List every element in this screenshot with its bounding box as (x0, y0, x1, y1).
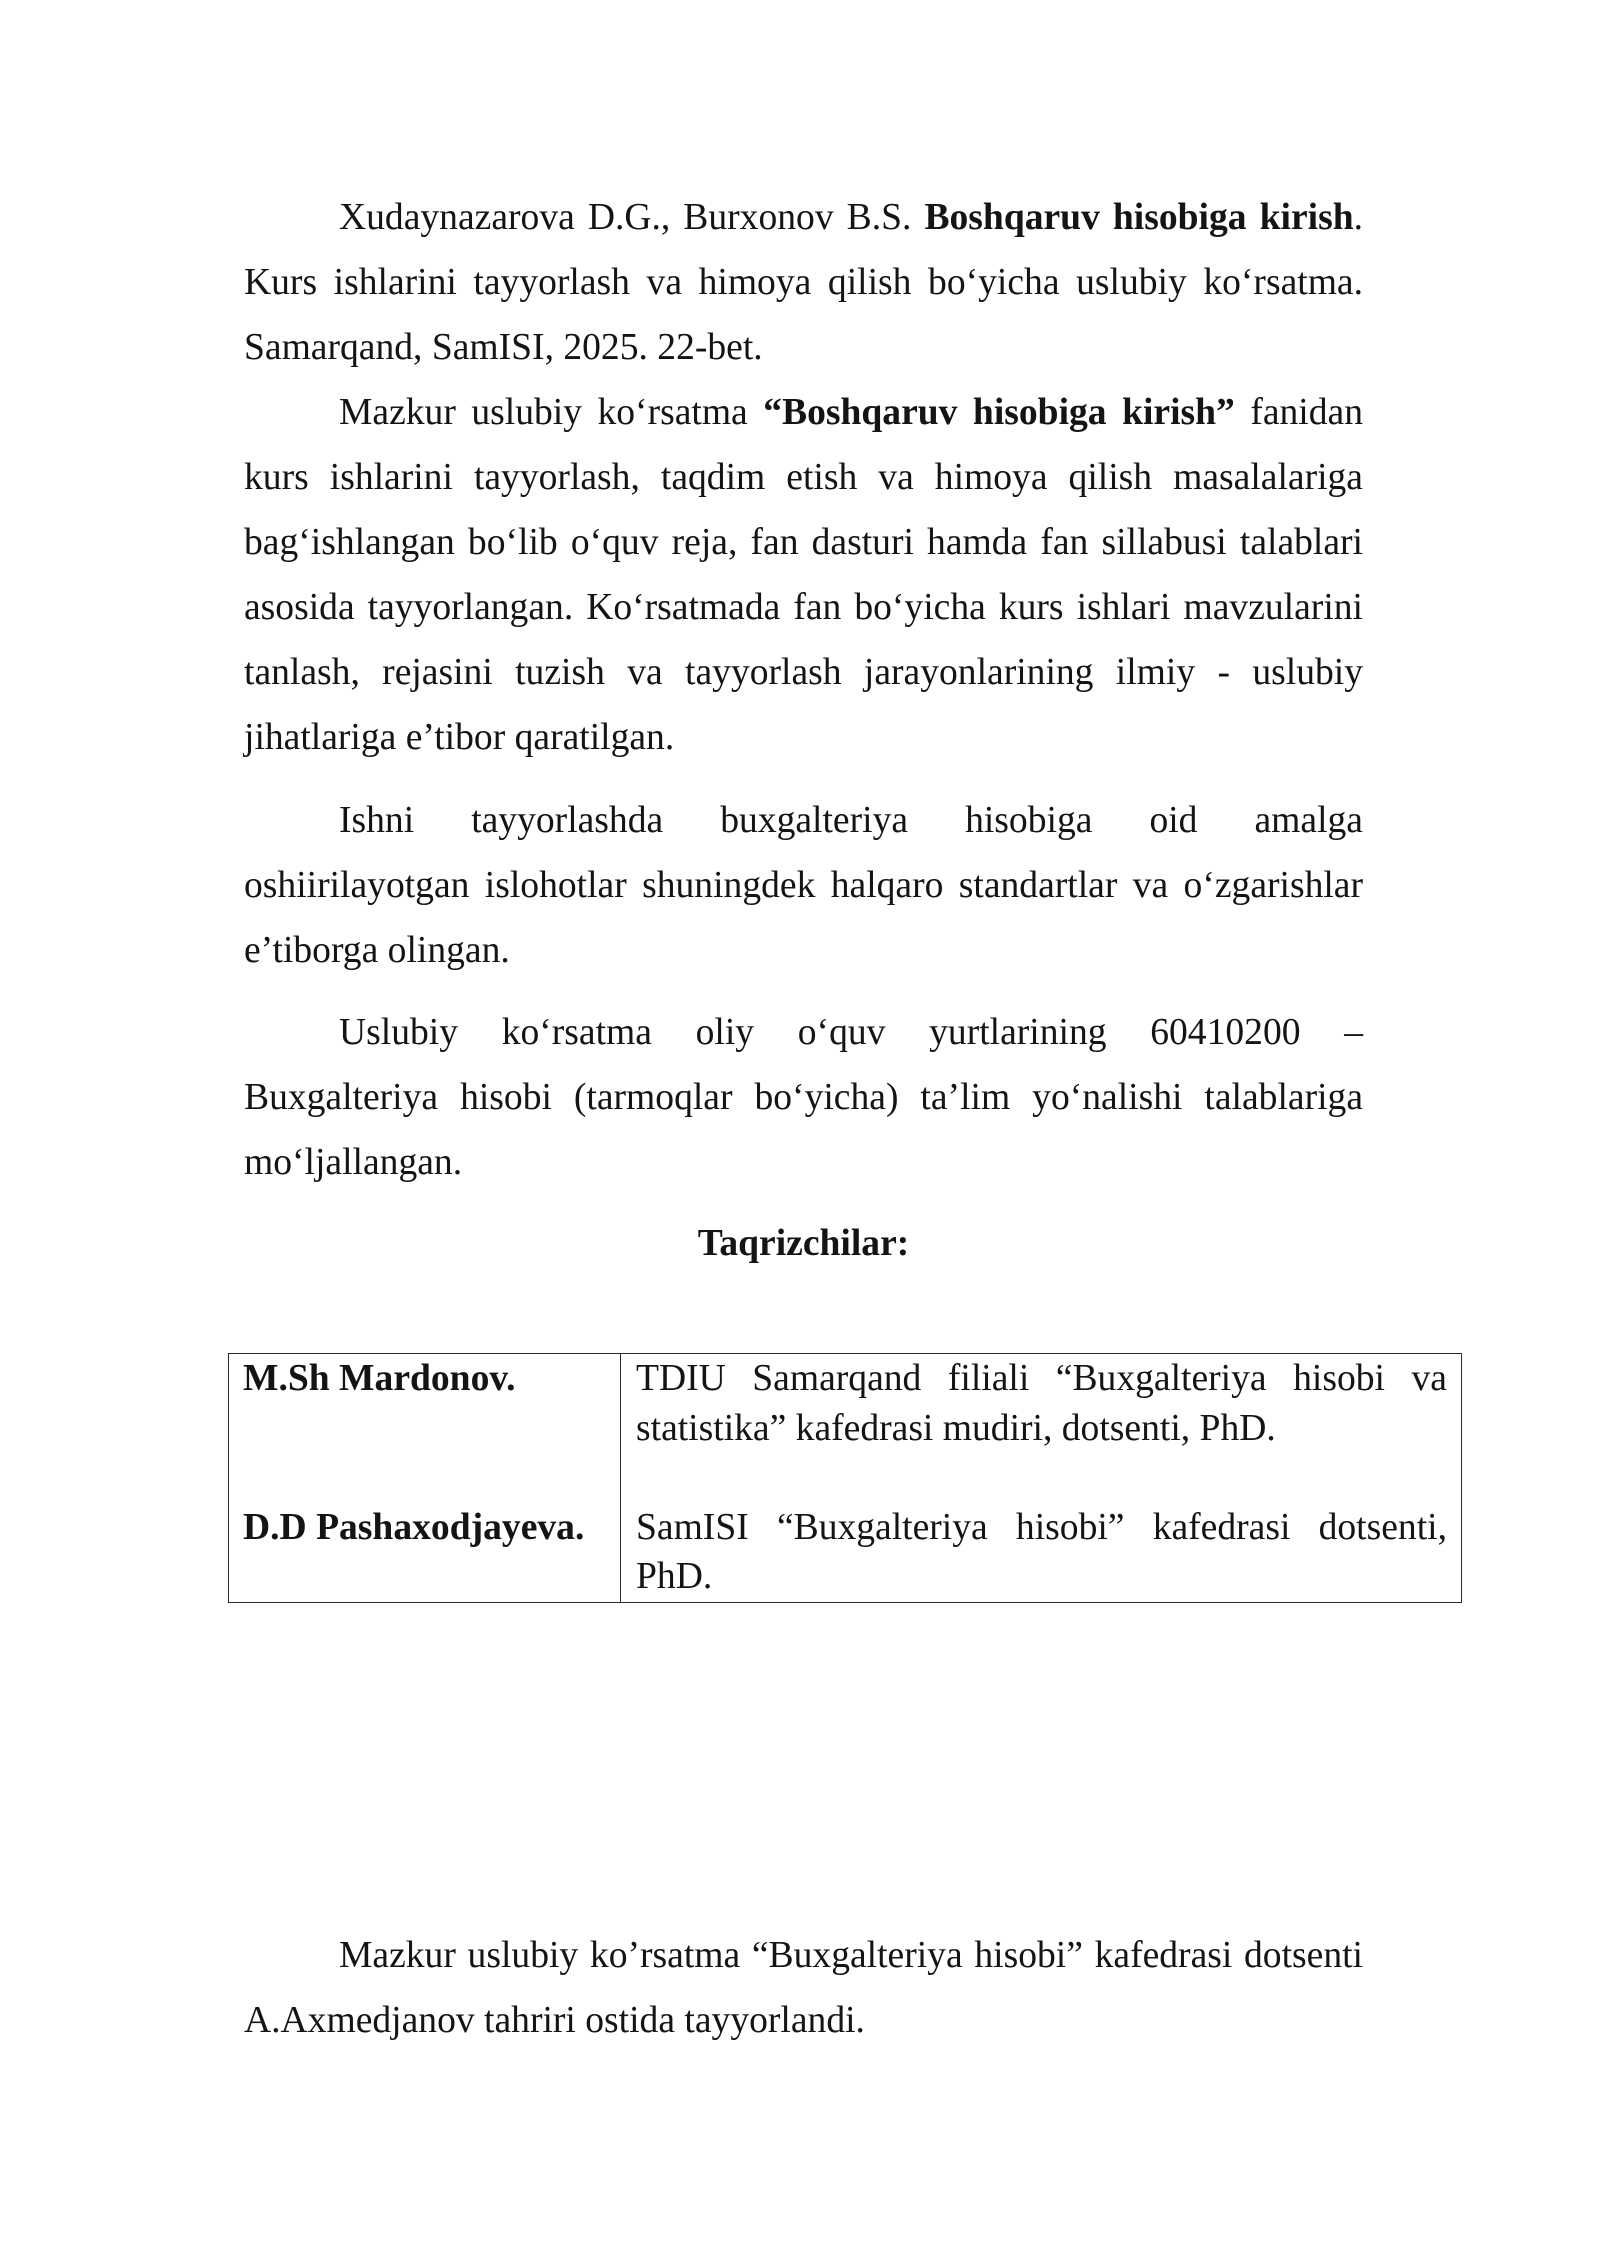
paragraph-line: A.Axmedjanov tahriri ostida tayyorlandi. (244, 2000, 865, 2041)
paragraph-line: asosida tayyorlangan. Ko‘rsatmada fan bo‘yicha kurs ishlari mavzularini (244, 587, 1363, 628)
paragraph-line: tanlash, rejasini tuzish va tayyorlash jarayonlarining ilmiy - uslubiy (244, 652, 1363, 693)
reviewers-heading: Taqrizchilar: (697, 1223, 910, 1264)
paragraph-line: mo‘ljallangan. (244, 1142, 463, 1183)
paragraph-line: kurs ishlarini tayyorlash, taqdim etish va himoya qilish masalalariga (244, 457, 1363, 498)
audience-paragraph (244, 1000, 1363, 1195)
position-line: TDIU Samarqand filiali “Buxgalteriya hisobi va (636, 1358, 1447, 1399)
authors-text: Xudaynazarova D.G., Burxonov B.S. (339, 197, 925, 238)
editor-paragraph (244, 1923, 1363, 2053)
table-column-divider (620, 1354, 621, 1602)
paragraph-line: Samarqand, SamISI, 2025. 22-bet. (244, 327, 763, 368)
position-line: statistika” kafedrasi mudiri, dotsenti, PhD. (636, 1407, 1276, 1449)
reviewer-position (622, 1354, 1461, 1453)
paragraph-line: Buxgalteriya hisobi (tarmoqlar bo‘yicha) ta’lim yo‘nalishi talablariga (244, 1077, 1363, 1118)
reviewer-name: D.D Pashaxodjayeva. (243, 1506, 585, 1548)
position-line: SamISI “Buxgalteriya hisobi” kafedrasi dotsenti, (636, 1506, 1447, 1548)
paragraph-line: Uslubiy ko‘rsatma oliy o‘quv yurtlarining 60410200 – (339, 1012, 1363, 1053)
course-title: “Boshqaruv hisobiga kirish” (763, 392, 1235, 433)
reviewers-table (228, 1353, 1462, 1603)
book-title: Boshqaruv hisobiga kirish (924, 197, 1354, 238)
paragraph-line: bag‘ishlangan bo‘lib o‘quv reja, fan dasturi hamda fan sillabusi talablari (244, 522, 1363, 563)
line-text: Mazkur uslubiy ko‘rsatma (339, 392, 764, 433)
paragraph-line (244, 380, 1363, 445)
title-punctuation: . (1353, 197, 1363, 238)
reviewer-row (229, 1503, 1461, 1602)
reviewer-position (622, 1503, 1461, 1602)
line-text: fanidan (1234, 392, 1364, 433)
paragraph-line: Mazkur uslubiy ko’rsatma “Buxgalteriya hisobi” kafedrasi dotsenti (339, 1935, 1363, 1976)
citation-paragraph (244, 185, 1363, 380)
reforms-paragraph (244, 788, 1363, 983)
position-line: PhD. (636, 1556, 713, 1597)
paragraph-line: Ishni tayyorlashda buxgalteriya hisobiga oid amalga (339, 800, 1363, 841)
paragraph-line (244, 185, 1363, 250)
reviewer-row (229, 1354, 1461, 1453)
paragraph-line: e’tiborga olingan. (244, 930, 510, 971)
purpose-paragraph (244, 380, 1363, 770)
paragraph-line: oshiirilayotgan islohotlar shuningdek halqaro standartlar va o‘zgarishlar (244, 865, 1363, 906)
reviewer-name: M.Sh Mardonov. (243, 1358, 516, 1399)
paragraph-line: jihatlariga e’tibor qaratilgan. (244, 717, 675, 758)
paragraph-line: Kurs ishlarini tayyorlash va himoya qilish bo‘yicha uslubiy ko‘rsatma. (244, 262, 1363, 303)
